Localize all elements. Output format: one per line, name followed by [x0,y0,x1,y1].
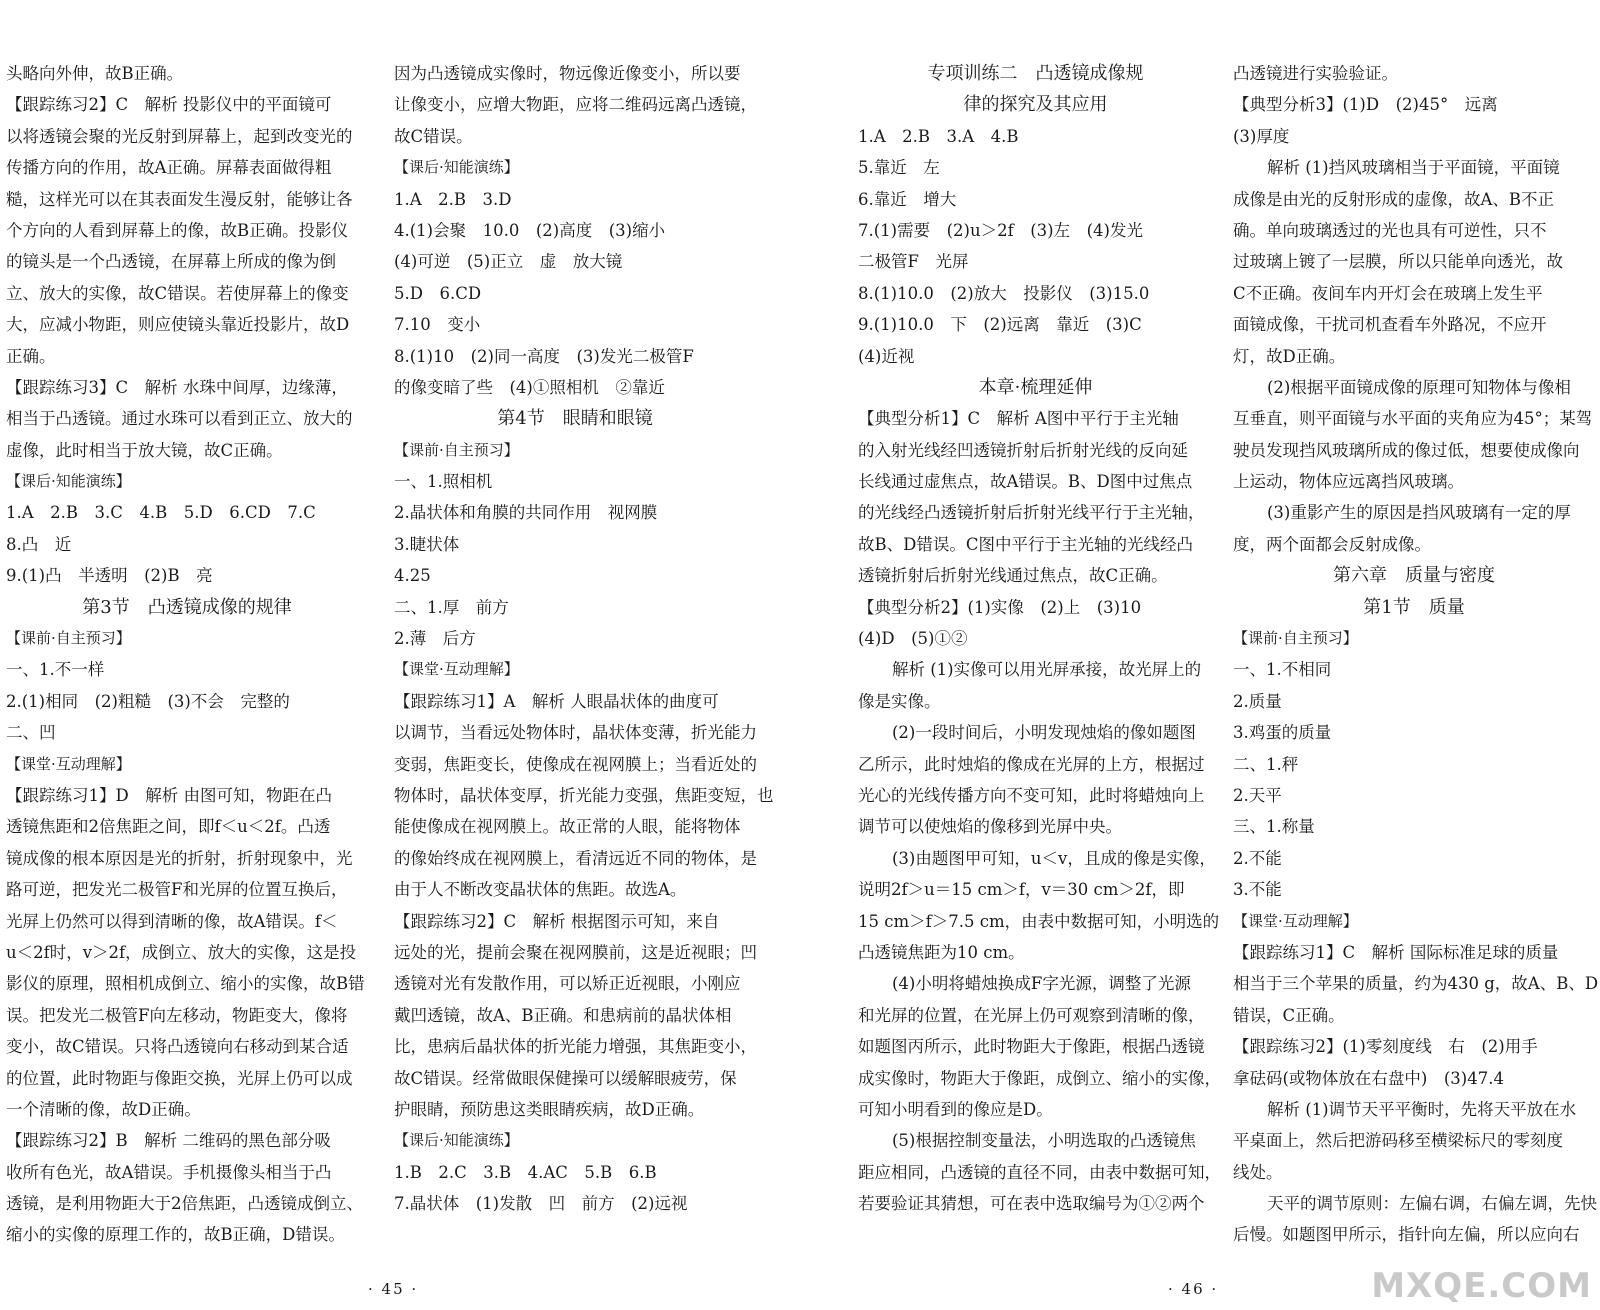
c3-text-line: (4)小明将蜡烛换成F字光源，调整了光源 [892,974,1191,994]
c1-text-line: 1.A 2.B 3.C 4.B 5.D 6.CD 7.C [6,503,316,523]
c3-text-line: 凸透镜焦距为10 cm。 [858,942,1025,962]
c4-text-line: 解析 (1)挡风玻璃相当于平面镜，平面镜 [1267,158,1560,178]
c4-text-line: 度，两个面都会反射成像。 [1233,534,1431,554]
left-page-column-1 [6,58,368,1251]
c2-text-line: 护眼睛，预防患这类眼睛疾病，故D正确。 [394,1099,705,1119]
c1-text-line: u＜2f时，v＞2f，成倒立、放大的实像，这是投 [6,942,357,962]
c2-text-line: 第4节 眼睛和眼镜 [497,408,653,430]
c1-text-line: 【课堂·互动理解】 [6,754,131,773]
c2-text-line: 【跟踪练习1】A 解析 人眼晶状体的曲度可 [394,691,719,711]
c2-text-line: 【课堂·互动理解】 [394,660,519,679]
c1-text-line: 虚像，此时相当于放大镜，故C正确。 [6,440,283,460]
c2-text-line: 2.薄 后方 [394,629,476,649]
c2-text-line: 【跟踪练习2】C 解析 根据图示可知，来自 [394,911,720,931]
c1-text-line: 立、放大的实像，故C错误。若使屏幕上的像变 [6,283,349,303]
c1-text-line: 第3节 凸透镜成像的规律 [82,596,292,618]
c2-text-line: 8.(1)10 (2)同一高度 (3)发光二极管F [394,346,694,366]
c4-text-line: 2.不能 [1233,848,1282,868]
c4-text-line: 3.鸡蛋的质量 [1233,723,1332,743]
c1-text-line: 9.(1)凸 半透明 (2)B 亮 [6,566,213,586]
c1-text-line: 一个清晰的像，故D正确。 [6,1099,201,1119]
c3-text-line: 可知小明看到的像应是D。 [858,1099,1053,1119]
c2-text-line: 由于人不断改变晶状体的焦距。故选A。 [394,880,687,900]
c4-text-line: 过玻璃上镀了一层膜，所以只能单向透光，故 [1233,252,1563,272]
c1-text-line: 误。把发光二极管F向左移动，物距变大，像将 [6,1005,348,1025]
c2-text-line: 能使像成在视网膜上。故正常的人眼，能将物体 [394,817,741,837]
c2-text-line: 的像始终成在视网膜上，看清远近不同的物体，是 [394,848,757,868]
c4-text-line: 第1节 质量 [1363,596,1465,618]
c2-text-line: (4)可逆 (5)正立 虚 放大镜 [394,252,623,272]
c2-text-line: 变弱，焦距变长，使像成在视网膜上；当看近处的 [394,754,757,774]
c2-text-line: 的像变暗了些 (4)①照相机 ②靠近 [394,377,665,397]
c1-text-line: 【课后·知能演练】 [6,472,131,491]
c1-text-line: 糙，这样光可以在其表面发生漫反射，能够让各 [6,189,353,209]
c3-text-line: 专项训练二 凸透镜成像规 [927,63,1144,84]
c1-text-line: 以将透镜会聚的光反射到屏幕上，起到改变光的 [6,126,353,146]
c3-text-line: (4)近视 [858,346,915,366]
c4-text-line: 三、1.称量 [1233,817,1315,837]
c1-text-line: 相当于凸透镜。通过水珠可以看到正立、放大的 [6,409,353,429]
c1-text-line: 透镜，是利用物距大于2倍焦距，凸透镜成倒立、 [6,1194,363,1214]
c2-text-line: 透镜对光有发散作用，可以矫正近视眼，小刚应 [394,974,741,994]
c3-text-line: 6.靠近 增大 [858,189,957,209]
c4-text-line: 错误，C正确。 [1233,1005,1345,1025]
c3-text-line: 【典型分析2】(1)实像 (2)上 (3)10 [858,597,1142,617]
c3-text-line: 【典型分析1】C 解析 A图中平行于主光轴 [858,409,1179,429]
c1-text-line: 的位置，此时物距与像距交换，光屏上仍可以成 [6,1068,353,1088]
c4-text-line: 【课堂·互动理解】 [1233,911,1358,930]
c2-text-line: 以调节，当看远处物体时，晶状体变薄，折光能力 [394,723,757,743]
c3-text-line: 成实像时，物距大于像距，成倒立、缩小的实像， [858,1068,1221,1088]
c1-text-line: 【跟踪练习2】C 解析 投影仪中的平面镜可 [6,95,332,115]
c1-text-line: 缩小的实像的原理工作的，故B正确，D错误。 [6,1225,345,1245]
c2-text-line: 戴凹透镜，故A、B正确。和患病前的晶状体相 [394,1005,732,1025]
c3-text-line: 的光线经凸透镜折射后折射光线平行于主光轴， [858,503,1205,523]
c3-text-line: 和光屏的位置，在光屏上仍可观察到清晰的像， [858,1005,1205,1025]
c1-text-line: 【跟踪练习1】D 解析 由图可知，物距在凸 [6,785,332,805]
c2-text-line: 4.(1)会聚 10.0 (2)高度 (3)缩小 [394,220,666,240]
c3-text-line: (2)一段时间后，小明发现烛焰的像如题图 [892,723,1196,743]
page-number-right: · 46 · [1168,1280,1219,1298]
c3-text-line: 1.A 2.B 3.A 4.B [858,126,1019,146]
c3-text-line: 如题图丙所示，此时物距大于像距，根据凸透镜 [858,1037,1205,1057]
c4-text-line: 第六章 质量与密度 [1333,565,1495,587]
c3-text-line: 15 cm＞f＞7.5 cm，由表中数据可知，小明选的 [858,911,1220,931]
c1-text-line: 【跟踪练习2】B 解析 二维码的黑色部分吸 [6,1131,331,1151]
c2-text-line: 7.晶状体 (1)发散 凹 前方 (2)远视 [394,1194,688,1214]
c3-text-line: 光心的光线传播方向不变可知，此时将蜡烛向上 [858,785,1205,805]
c4-text-line: 天平的调节原则：左偏右调，右偏左调，先快 [1267,1194,1597,1214]
c1-text-line: 光屏上仍然可以得到清晰的像，故A错误。f＜ [6,911,338,931]
c3-text-line: 透镜折射后折射光线通过焦点，故C正确。 [858,566,1168,586]
c3-text-line: 故B、D错误。C图中平行于主光轴的光线经凸 [858,534,1193,554]
c3-text-line: (4)D (5)①② [858,629,968,649]
c1-text-line: 2.(1)相同 (2)粗糙 (3)不会 完整的 [6,691,290,711]
c3-text-line: 距应相同，凸透镜的直径不同，由表中数据可知， [858,1162,1221,1182]
c3-text-line: 二极管F 光屏 [858,252,969,272]
watermark: MXQE.COM [1371,1266,1592,1306]
c3-text-line: 的入射光线经凹透镜折射后折射光线的反向延 [858,440,1188,460]
c1-text-line: 个方向的人看到屏幕上的像，故B正确。投影仪 [6,220,349,240]
c4-text-line: 灯，故D正确。 [1233,346,1346,366]
c4-text-line: 【跟踪练习1】C 解析 国际标准足球的质量 [1233,942,1559,962]
c2-text-line: 因为凸透镜成实像时，物远像近像变小，所以要 [394,64,741,83]
c1-text-line: 传播方向的作用，故A正确。屏幕表面做得粗 [6,158,332,178]
c4-text-line: C不正确。夜间车内开灯会在玻璃上发生平 [1233,283,1543,303]
c3-text-line: 7.(1)需要 (2)u＞2f (3)左 (4)发光 [858,220,1143,240]
c4-text-line: 后慢。如题图甲所示，指针向左偏，所以应向右 [1233,1225,1580,1245]
c2-text-line: 3.睫状体 [394,534,460,554]
c3-text-line: (3)由题图甲可知，u＜v，且成的像是实像， [892,848,1216,868]
c2-text-line: 7.10 变小 [394,315,481,335]
c1-text-line: 8.凸 近 [6,534,72,554]
c4-text-line: 凸透镜进行实验验证。 [1233,64,1398,83]
c4-text-line: 面镜成像，干扰司机查看车外路况，不应开 [1233,315,1547,335]
right-page-column-1 [858,58,1221,1219]
c3-text-line: 调节可以使烛焰的像移到光屏中央。 [858,817,1122,837]
c3-text-line: 说明2f＞u＝15 cm＞f，v＝30 cm＞2f，即 [858,880,1185,900]
c1-text-line: 头略向外伸，故B正确。 [6,64,184,83]
c2-text-line: 比，患病后晶状体的折光能力增强，其焦距变小， [394,1037,757,1057]
c2-text-line: 【课后·知能演练】 [394,1131,519,1150]
c3-text-line: 像是实像。 [858,691,941,711]
c1-text-line: 【跟踪练习3】C 解析 水珠中间厚，边缘薄， [6,377,348,397]
c1-text-line: 镜成像的根本原因是光的折射，折射现象中，光 [6,848,353,868]
c4-text-line: 2.质量 [1233,691,1282,711]
c4-text-line: 【典型分析3】(1)D (2)45° 远离 [1233,95,1498,115]
c3-text-line: 解析 (1)实像可以用光屏承接，故光屏上的 [892,660,1202,680]
c2-text-line: 2.晶状体和角膜的共同作用 视网膜 [394,503,658,523]
right-page-column-2 [1233,58,1599,1251]
c4-text-line: 驶员发现挡风玻璃所成的像过低，想要使成像向 [1233,440,1580,460]
c4-text-line: 解析 (1)调节天平平衡时，先将天平放在水 [1267,1099,1577,1119]
c4-text-line: (3)重影产生的原因是挡风玻璃有一定的厚 [1267,503,1571,523]
c4-text-line: 2.天平 [1233,785,1282,805]
page-number-left: · 45 · [368,1280,419,1298]
c1-text-line: 一、1.不一样 [6,660,105,680]
c2-text-line: 1.A 2.B 3.D [394,189,512,209]
c2-text-line: 一、1.照相机 [394,472,493,492]
c4-text-line: 3.不能 [1233,880,1282,900]
c4-text-line: 成像是由光的反射形成的虚像，故A、B不正 [1233,189,1555,209]
c1-text-line: 透镜焦距和2倍焦距之间，即f＜u＜2f。凸透 [6,817,331,837]
c4-text-line: 平桌面上，然后把游码移至横梁标尺的零刻度 [1233,1131,1563,1151]
left-page-column-2 [394,58,774,1219]
c1-text-line: 的镜头是一个凸透镜，在屏幕上所成的像为倒 [6,252,336,272]
c1-text-line: 正确。 [6,346,56,366]
c4-text-line: 拿砝码(或物体放在右盘中) (3)47.4 [1233,1068,1504,1088]
c2-text-line: 物体时，晶状体变厚，折光能力变强，焦距变短，也 [394,785,774,805]
c4-text-line: (3)厚度 [1233,126,1290,146]
c1-text-line: 二、凹 [6,723,56,743]
c2-text-line: 远处的光，提前会聚在视网膜前，这是近视眼；凹 [394,942,757,962]
c1-text-line: 收所有色光，故A错误。手机摄像头相当于凸 [6,1162,332,1182]
c3-text-line: 本章·梳理延伸 [978,376,1093,398]
c3-text-line: 5.靠近 左 [858,158,940,178]
c4-text-line: 相当于三个苹果的质量，约为430 g，故A、B、D [1233,974,1599,994]
c3-text-line: 乙所示，此时烛焰的像成在光屏的上方，根据过 [858,754,1205,774]
c2-text-line: 1.B 2.C 3.B 4.AC 5.B 6.B [394,1162,657,1182]
c2-text-line: 【课前·自主预习】 [394,440,519,459]
c3-text-line: 9.(1)10.0 下 (2)远离 靠近 (3)C [858,315,1142,335]
c4-text-line: (2)根据平面镜成像的原理可知物体与像相 [1267,377,1571,397]
c1-text-line: 影仪的原理，照相机成倒立、缩小的实像，故B错 [6,974,365,994]
c1-text-line: 【课前·自主预习】 [6,629,131,648]
c2-text-line: 5.D 6.CD [394,283,482,303]
c1-text-line: 路可逆，把发光二极管F和光屏的位置互换后， [6,880,348,900]
c4-text-line: 互垂直，则平面镜与水平面的夹角应为45°；某驾 [1233,409,1593,429]
c4-text-line: 确。单向玻璃透过的光也具有可逆性，只不 [1233,220,1547,240]
c4-text-line: 线处。 [1233,1162,1283,1182]
c2-text-line: 【课后·知能演练】 [394,158,519,177]
c4-text-line: 一、1.不相同 [1233,660,1332,680]
c2-text-line: 让像变小，应增大物距，应将二维码远离凸透镜， [394,95,757,115]
c2-text-line: 故C错误。 [394,126,473,146]
c2-text-line: 4.25 [394,566,431,586]
c1-text-line: 大，应减小物距，则应使镜头靠近投影片，故D [6,315,350,335]
c3-text-line: 若要验证其猜想，可在表中选取编号为①②两个 [858,1194,1205,1214]
c3-text-line: 8.(1)10.0 (2)放大 投影仪 (3)15.0 [858,283,1150,303]
c3-text-line: (5)根据控制变量法，小明选取的凸透镜焦 [892,1131,1196,1151]
c3-text-line: 律的探究及其应用 [963,94,1108,116]
c1-text-line: 变小，故C错误。只将凸透镜向右移动到某合适 [6,1037,349,1057]
c3-text-line: 长线通过虚焦点，故A错误。B、D图中过焦点 [858,472,1193,492]
c4-text-line: 上运动，物体应远离挡风玻璃。 [1233,472,1464,492]
c4-text-line: 【跟踪练习2】(1)零刻度线 右 (2)用手 [1233,1037,1538,1057]
c4-text-line: 二、1.秤 [1233,754,1299,774]
c2-text-line: 故C错误。经常做眼保健操可以缓解眼疲劳，保 [394,1068,737,1088]
c2-text-line: 二、1.厚 前方 [394,597,509,617]
c4-text-line: 【课前·自主预习】 [1233,629,1358,648]
